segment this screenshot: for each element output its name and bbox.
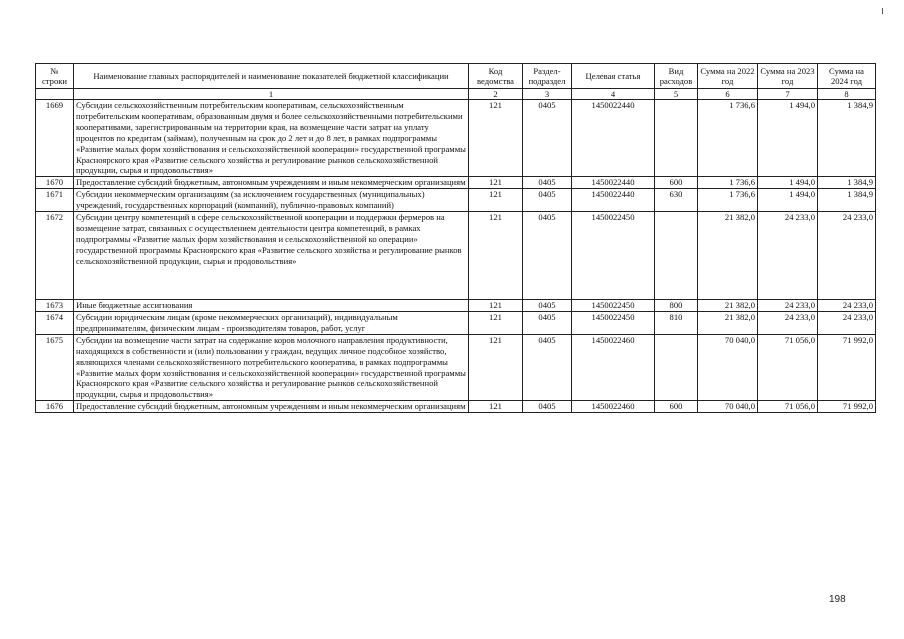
row-section: 0405 [523,401,572,413]
header-row [36,64,876,89]
row-type: 810 [655,311,698,334]
col-number: 8 [818,89,876,100]
row-type [655,212,698,300]
header-target: Целевая статья [572,64,655,89]
row-y2023: 71 056,0 [758,334,818,400]
row-type [655,100,698,177]
row-dept: 121 [469,189,523,212]
row-y2024: 24 233,0 [818,300,876,312]
row-name: Иные бюджетные ассигнования [74,300,469,312]
row-type: 600 [655,401,698,413]
row-y2022: 1 736,6 [698,100,758,177]
row-y2022: 70 040,0 [698,334,758,400]
row-name: Предоставление субсидий бюджетным, автономным учреждениям и иным некоммерческим организациям [74,177,469,189]
table-row [36,189,876,212]
row-y2023: 1 494,0 [758,177,818,189]
header-section: Раздел-подраздел [523,64,572,89]
row-y2023: 24 233,0 [758,300,818,312]
header-y2022: Сумма на 2022 год [698,64,758,89]
col-number: 2 [469,89,523,100]
row-dept: 121 [469,334,523,400]
row-target: 1450022440 [572,189,655,212]
table-row [36,100,876,177]
col-number: 1 [74,89,469,100]
row-section: 0405 [523,212,572,300]
row-y2023: 71 056,0 [758,401,818,413]
row-y2024: 1 384,9 [818,189,876,212]
table-row [36,177,876,189]
row-name: Субсидии сельскохозяйственным потребительским кооперативам, сельскохозяйственным потребительским кооперативам, образованным двумя и более сельскохозяйственными потребительскими кооперативами, зарегистрированным на территории края, на возмещение части затрат на уплату процентов по кредитам (займам), полученным на срок до 2 лет и до 8 лет, в рамках подпрограммы «Развитие малых форм хозяйствования и сельскохозяйственной кооперации» государственной программы Красноярского края «Развитие сельского хозяйства и регулирование рынков сельскохозяйственной продукции, сырья и продовольствия» [74,100,469,177]
row-target: 1450022440 [572,177,655,189]
table-row [36,300,876,312]
row-dept: 121 [469,300,523,312]
row-type [655,334,698,400]
column-numbers-row [36,89,876,100]
col-number: 7 [758,89,818,100]
row-dept: 121 [469,401,523,413]
row-dept: 121 [469,311,523,334]
row-y2022: 70 040,0 [698,401,758,413]
row-target: 1450022460 [572,401,655,413]
header-y2023: Сумма на 2023 год [758,64,818,89]
row-name: Предоставление субсидий бюджетным, автономным учреждениям и иным некоммерческим организациям [74,401,469,413]
row-num: 1675 [36,334,74,400]
row-section: 0405 [523,177,572,189]
row-type: 800 [655,300,698,312]
row-section: 0405 [523,334,572,400]
col-number: 3 [523,89,572,100]
row-y2024: 1 384,9 [818,100,876,177]
row-type: 630 [655,189,698,212]
col-number [36,89,74,100]
row-num: 1673 [36,300,74,312]
row-num: 1672 [36,212,74,300]
row-section: 0405 [523,311,572,334]
row-y2022: 1 736,6 [698,189,758,212]
page-number: 198 [829,594,846,605]
row-target: 1450022450 [572,311,655,334]
row-num: 1669 [36,100,74,177]
table-row [36,212,876,300]
row-name: Субсидии на возмещение части затрат на содержание коров молочного направления продуктивности, находящихся в собственности и (или) пользовании у граждан, ведущих личное подсобное хозяйство, являющихся членами сельскохозяйственного потребительского кооператива, в рамках подпрограммы «Развитие малых форм хозяйствования и сельскохозяйственной кооперации» государственной программы Красноярского края «Развитие сельского хозяйства и регулирование рынков сельскохозяйственной продукции, сырья и продовольствия» [74,334,469,400]
row-y2024: 71 992,0 [818,334,876,400]
row-dept: 121 [469,100,523,177]
budget-table [35,63,876,413]
row-section: 0405 [523,100,572,177]
scan-mark [882,8,886,14]
row-name: Субсидии некоммерческим организациям (за исключением государственных (муниципальных) учреждений, государственных корпораций (компаний), публично-правовых компаний) [74,189,469,212]
header-name: Наименование главных распорядителей и наименование показателей бюджетной классификации [74,64,469,89]
row-y2024: 71 992,0 [818,401,876,413]
row-name: Субсидии юридическим лицам (кроме некоммерческих организаций), индивидуальным предпринимателям, физическим лицам - производителям товаров, работ, услуг [74,311,469,334]
row-y2024: 24 233,0 [818,311,876,334]
row-y2022: 21 382,0 [698,311,758,334]
row-type: 600 [655,177,698,189]
row-y2022: 21 382,0 [698,212,758,300]
row-target: 1450022450 [572,300,655,312]
header-type: Вид расходов [655,64,698,89]
row-section: 0405 [523,300,572,312]
row-target: 1450022440 [572,100,655,177]
row-section: 0405 [523,189,572,212]
row-num: 1671 [36,189,74,212]
col-number: 4 [572,89,655,100]
row-target: 1450022460 [572,334,655,400]
col-number: 6 [698,89,758,100]
row-num: 1670 [36,177,74,189]
row-target: 1450022450 [572,212,655,300]
header-y2024: Сумма на 2024 год [818,64,876,89]
row-num: 1674 [36,311,74,334]
table-row [36,401,876,413]
row-dept: 121 [469,212,523,300]
col-number: 5 [655,89,698,100]
table-row [36,334,876,400]
row-y2023: 1 494,0 [758,189,818,212]
row-y2024: 1 384,9 [818,177,876,189]
row-num: 1676 [36,401,74,413]
table-row [36,311,876,334]
row-y2024: 24 233,0 [818,212,876,300]
header-num: № строки [36,64,74,89]
row-y2022: 21 382,0 [698,300,758,312]
row-y2023: 24 233,0 [758,311,818,334]
header-dept: Код ведомства [469,64,523,89]
row-y2022: 1 736,6 [698,177,758,189]
row-y2023: 24 233,0 [758,212,818,300]
row-dept: 121 [469,177,523,189]
row-y2023: 1 494,0 [758,100,818,177]
row-name: Субсидии центру компетенций в сфере сельскохозяйственной кооперации и поддержки фермеров на возмещение затрат, связанных с осуществлением деятельности центра компетенций, в рамках подпрограммы «Развитие малых форм хозяйствования и сельскохозяйственной ко операции» государственной программы Красноярского края «Развитие сельского хозяйства и регулирование рынков сельскохозяйственной продукции, сырья и продовольствия» [74,212,469,300]
